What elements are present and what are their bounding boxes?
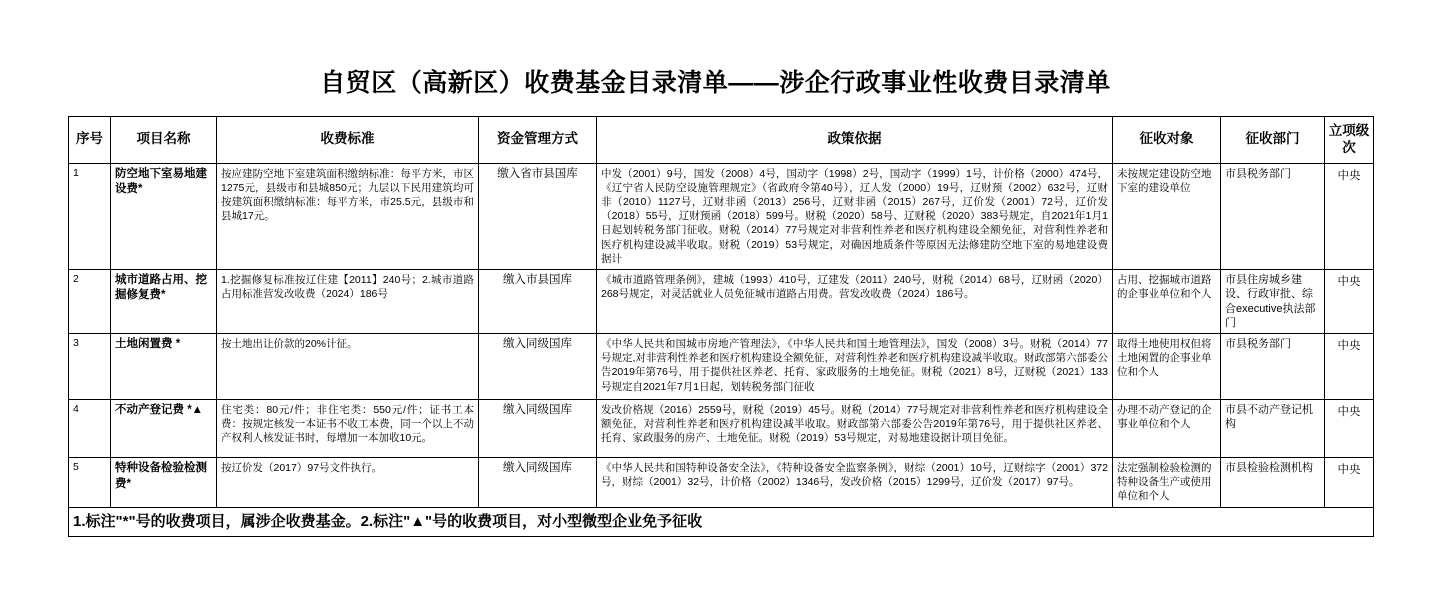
cell-policy: 《城市道路管理条例》，建城（1993）410号，辽建发（2011）240号，财税（2014）68号，辽财函（2020）268号规定，对灵活就业人员免征城市道路占用费。营发改收费（2024）186号。 — [597, 269, 1113, 333]
cell-standard: 按应建防空地下室建筑面积缴纳标准：每平方米，市区1275元，县级市和县城850元；九层以下民用建筑均可按建筑面积缴纳标准：每平方米，市25.5元，县级市和县城17元。 — [217, 163, 479, 269]
cell-policy: 《中华人民共和国特种设备安全法》，《特种设备安全监察条例》，财综（2001）10号，辽财综字（2001）372号，财综（2001）32号，计价格（2002）1346号，发改价格（2015）1299号，辽价发（2017）97号。 — [597, 458, 1113, 508]
column-header-target: 征收对象 — [1113, 117, 1221, 164]
cell-dept: 市县不动产登记机构 — [1221, 400, 1325, 458]
cell-no: 5 — [69, 458, 111, 508]
table-row — [69, 334, 1374, 400]
column-header-name: 项目名称 — [111, 117, 217, 164]
cell-level: 中央 — [1325, 163, 1374, 269]
document-page — [0, 68, 1431, 606]
cell-level: 中央 — [1325, 458, 1374, 508]
cell-target: 未按规定建设防空地下室的建设单位 — [1113, 163, 1221, 269]
cell-fund: 缴入市县国库 — [479, 269, 597, 333]
cell-fund: 缴入同级国库 — [479, 458, 597, 508]
footnote-text: 1.标注"*"号的收费项目，属涉企收费基金。2.标注"▲"号的收费项目，对小型微型企业免予征收 — [69, 507, 1374, 537]
table-header-row — [69, 117, 1374, 164]
cell-name: 城市道路占用、挖掘修复费* — [111, 269, 217, 333]
cell-standard: 住宅类：80元/件；非住宅类：550元/件；证书工本费：按规定核发一本证书不收工本费，同一个以上不动产权利人核发证书时，每增加一本加收10元。 — [217, 400, 479, 458]
cell-name: 土地闲置费 * — [111, 334, 217, 400]
column-header-standard: 收费标准 — [217, 117, 479, 164]
column-header-fund: 资金管理方式 — [479, 117, 597, 164]
cell-name: 防空地下室易地建设费* — [111, 163, 217, 269]
cell-no: 1 — [69, 163, 111, 269]
cell-fund: 缴入同级国库 — [479, 334, 597, 400]
cell-dept: 市县检验检测机构 — [1221, 458, 1325, 508]
cell-policy: 中发（2001）9号，国发（2008）4号，国动字（1998）2号，国动字（1999）1号，计价格（2000）474号，《辽宁省人民防空设施管理规定》（省政府令第40号），辽人发（2000）19号，辽财预（2002）632号，辽财非（2010）1127号，辽财非函（2013）256号，辽财非函（2015）267号，辽价发（2001）72号，辽价发（2018）55号，辽财预函（2018）599号。财税（2020）58号、辽财税（2020）383号规定，自2021年1月1日起划转税务部门征收。财税（2014）77号规定对非营利性养老和医疗机构建设全额免征，对营利性养老和医疗机构建设减半收取。财税（2019）53号规定，对确因地质条件等原因无法修建防空地下室的易地建设费据计 — [597, 163, 1113, 269]
cell-target: 取得土地使用权但将土地闲置的企事业单位和个人 — [1113, 334, 1221, 400]
cell-no: 3 — [69, 334, 111, 400]
cell-standard: 按辽价发（2017）97号文件执行。 — [217, 458, 479, 508]
cell-target: 办理不动产登记的企事业单位和个人 — [1113, 400, 1221, 458]
table-row — [69, 458, 1374, 508]
cell-level: 中央 — [1325, 334, 1374, 400]
cell-no: 2 — [69, 269, 111, 333]
column-header-level: 立项级次 — [1325, 117, 1374, 164]
cell-fund: 缴入省市县国库 — [479, 163, 597, 269]
cell-level: 中央 — [1325, 269, 1374, 333]
cell-policy: 发改价格规（2016）2559号，财税（2019）45号。财税（2014）77号规定对非营利性养老和医疗机构建设全额免征，对营利性养老和医疗机构建设减半收取。财政部第六部委公告2019年第76号，用于提供社区养老、托育、家政服务的房产、土地免征。财税（2019）53号规定，对易地建设据计项目免征。 — [597, 400, 1113, 458]
page-title: 自贸区（高新区）收费基金目录清单——涉企行政事业性收费目录清单 — [320, 69, 1111, 97]
table-footnote-row — [69, 507, 1374, 537]
cell-level: 中央 — [1325, 400, 1374, 458]
column-header-policy: 政策依据 — [597, 117, 1113, 164]
cell-policy: 《中华人民共和国城市房地产管理法》，《中华人民共和国土地管理法》，国发（2008）3号。财税（2014）77号规定,对非营利性养老和医疗机构建设全额免征，对营利性养老和医疗机构建设减半收取。财政部第六部委公告2019年第76号，用于提供社区养老、托育、家政服务的土地免征。财税（2021）8号，辽财税（2021）133号规定自2021年7月1日起，划转税务部门征收 — [597, 334, 1113, 400]
cell-target: 法定强制检验检测的特种设备生产或使用单位和个人 — [1113, 458, 1221, 508]
table-row — [69, 163, 1374, 269]
cell-fund: 缴入同级国库 — [479, 400, 597, 458]
cell-target: 占用、挖掘城市道路的企事业单位和个人 — [1113, 269, 1221, 333]
cell-dept: 市县住房城乡建设、行政审批、综合executive执法部门 — [1221, 269, 1325, 333]
cell-standard: 按土地出让价款的20%计征。 — [217, 334, 479, 400]
table-row — [69, 269, 1374, 333]
fee-catalog-table — [68, 116, 1374, 537]
cell-no: 4 — [69, 400, 111, 458]
column-header-dept: 征收部门 — [1221, 117, 1325, 164]
table-row — [69, 400, 1374, 458]
cell-standard: 1.挖掘修复标准按辽住建【2011】240号；2.城市道路占用标准营发改收费（2024）186号 — [217, 269, 479, 333]
cell-name: 不动产登记费 *▲ — [111, 400, 217, 458]
column-header-no: 序号 — [69, 117, 111, 164]
cell-dept: 市县税务部门 — [1221, 334, 1325, 400]
table-container — [0, 116, 1431, 537]
cell-dept: 市县税务部门 — [1221, 163, 1325, 269]
cell-name: 特种设备检验检测费* — [111, 458, 217, 508]
